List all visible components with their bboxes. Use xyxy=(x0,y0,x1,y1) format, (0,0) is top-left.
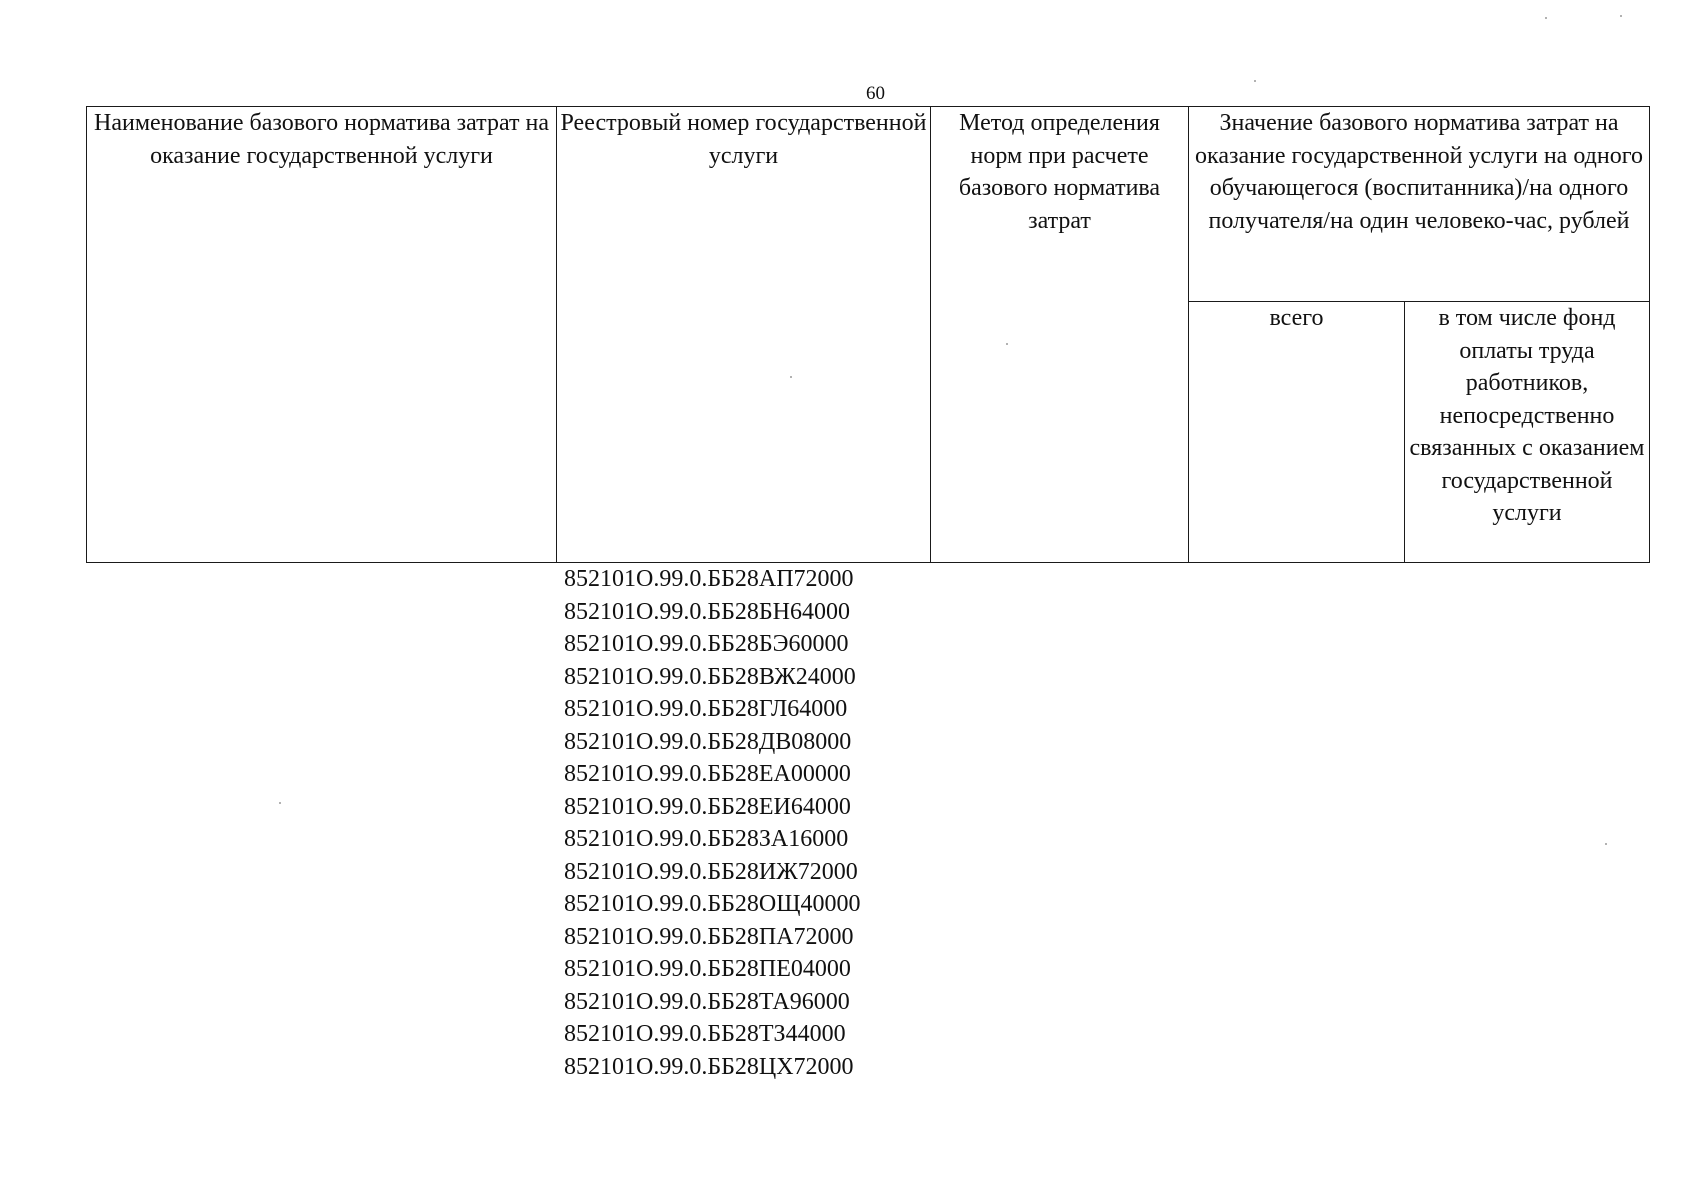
registry-number-list xyxy=(564,563,860,1083)
registry-number: 852101О.99.0.ББ28ГЛ64000 xyxy=(564,696,848,722)
registry-number: 852101О.99.0.ББ28ПА72000 xyxy=(564,923,854,950)
scan-speck xyxy=(279,802,281,804)
scan-speck xyxy=(1006,343,1008,345)
registry-number: 852101О.99.0.ББ28ИЖ72000 xyxy=(564,858,858,885)
scan-speck xyxy=(790,376,792,378)
registry-number: 852101О.99.0.ББ28БН64000 xyxy=(564,598,851,625)
header-registry-number: Реестровый номер государственной услуги xyxy=(557,107,931,563)
registry-number: 852101О.99.0.ББ28ОЩ40000 xyxy=(564,891,861,917)
registry-number: 852101О.99.0.ББ28ТА96000 xyxy=(564,988,850,1015)
registry-number: 852101О.99.0.ББ28ЗА16000 xyxy=(564,826,849,852)
registry-number: 852101О.99.0.ББ28ЕА00000 xyxy=(564,761,851,787)
norm-table xyxy=(86,106,1650,563)
scan-speck xyxy=(1605,843,1607,845)
header-total: всего xyxy=(1189,302,1405,563)
registry-number: 852101О.99.0.ББ28ВЖ24000 xyxy=(564,663,856,690)
page-number: 60 xyxy=(866,83,885,104)
registry-number: 852101О.99.0.ББ28ПЕ04000 xyxy=(564,956,851,982)
header-name: Наименование базового норматива затрат на оказание государственной услуги xyxy=(87,107,557,563)
header-method: Метод определения норм при расчете базового норматива затрат xyxy=(931,107,1189,563)
registry-number: 852101О.99.0.ББ28ДВ08000 xyxy=(564,728,852,755)
scan-speck xyxy=(1254,80,1256,82)
scan-speck xyxy=(1545,17,1547,19)
registry-number: 852101О.99.0.ББ28ЕИ64000 xyxy=(564,793,851,820)
header-norm-value: Значение базового норматива затрат на оказание государственной услуги на одного обучающегося (воспитанника)/на одного получателя/на один человеко-час, рублей xyxy=(1189,107,1650,302)
registry-number: 852101О.99.0.ББ28ТЗ44000 xyxy=(564,1021,846,1047)
registry-number: 852101О.99.0.ББ28ЦХ72000 xyxy=(564,1053,854,1080)
registry-number: 852101О.99.0.ББ28БЭ60000 xyxy=(564,631,849,657)
registry-number: 852101О.99.0.ББ28АП72000 xyxy=(564,566,854,592)
scan-speck xyxy=(1620,15,1622,17)
header-payroll: в том числе фонд оплаты труда работников, непосредственно связанных с оказанием государственной услуги xyxy=(1405,302,1650,563)
